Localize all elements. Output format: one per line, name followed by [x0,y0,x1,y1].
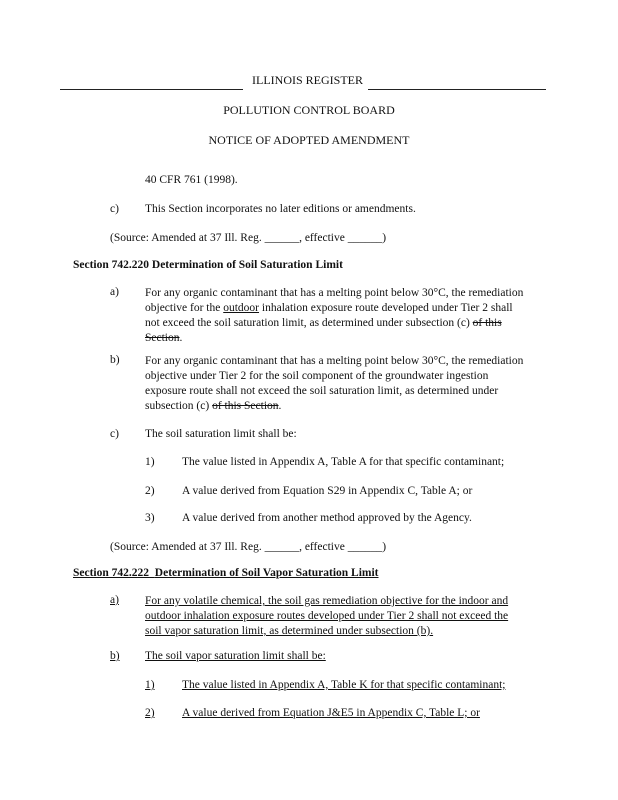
s220-b-text [145,354,555,414]
s222-a-line2: outdoor inhalation exposure routes developed under Tier 2 shall not exceed the [145,610,509,622]
s222-a-line1: For any volatile chemical, the soil gas remediation objective for the indoor and [145,595,509,607]
header-rule-right [368,89,546,90]
source-note-2: (Source: Amended at 37 Ill. Reg. ______, effective ______) [110,541,387,553]
notice-title: NOTICE OF ADOPTED AMENDMENT [208,133,410,147]
register-title: ILLINOIS REGISTER [252,73,363,87]
board-name: POLLUTION CONTROL BOARD [223,103,395,117]
deleted-text: Section [145,332,180,344]
s220-b-line1: For any organic contaminant that has a melting point below 30°C, the remediation [145,355,524,367]
s220-a-line3: not exceed the soil saturation limit, as determined under subsection (c) of this [145,317,502,329]
subsection-c-label: c) [110,203,119,215]
s220-c-text: The soil saturation limit shall be: [145,428,297,440]
s220-item1-text: The value listed in Appendix A, Table A for that specific contaminant; [182,456,505,468]
s220-item3-num: 3) [145,512,155,524]
s220-b-line2: objective under Tier 2 for the soil component of the groundwater ingestion [145,370,489,382]
s220-a-label: a) [110,286,119,298]
s220-item2-num: 2) [145,485,155,497]
subsection-c-text: This Section incorporates no later editions or amendments. [145,203,416,215]
s220-item2-text: A value derived from Equation S29 in Appendix C, Table A; or [182,485,473,497]
s222-a-text [145,594,555,639]
s220-item1-num: 1) [145,456,155,468]
s222-b-label: b) [110,650,120,662]
s222-a-line3: soil vapor saturation limit, as determined under subsection (b). [145,625,434,637]
s220-a-line2: objective for the outdoor inhalation exposure route developed under Tier 2 shall [145,302,513,314]
s220-a-text [145,286,555,346]
s222-item2-text: A value derived from Equation J&E5 in Appendix C, Table L; or [182,707,480,719]
s222-a-label: a) [110,594,119,606]
s222-item2-num: 2) [145,707,155,719]
s220-b-label: b) [110,354,120,366]
source-note-1: (Source: Amended at 37 Ill. Reg. ______, effective ______) [110,232,387,244]
s220-b-line4: subsection (c) of this Section. [145,400,282,412]
deleted-text: of this Section [212,400,279,412]
header-rule-left [60,89,243,90]
s222-item1-num: 1) [145,679,155,691]
s220-item3-text: A value derived from another method approved by the Agency. [182,512,472,524]
section-222-heading: Section 742.222 Determination of Soil Vapor Saturation Limit [73,567,379,579]
cfr-citation: 40 CFR 761 (1998). [145,174,238,186]
s220-c-label: c) [110,428,119,440]
s222-b-text: The soil vapor saturation limit shall be: [145,650,326,662]
section-220-heading: Section 742.220 Determination of Soil Saturation Limit [73,259,343,271]
s220-a-line4: Section. [145,332,183,344]
deleted-text: of this [472,317,502,329]
s220-b-line3: exposure route shall not exceed the soil saturation limit, as determined under [145,385,499,397]
inserted-word-outdoor: outdoor [223,302,260,314]
s222-item1-text: The value listed in Appendix A, Table K for that specific contaminant; [182,679,506,691]
s220-a-line1: For any organic contaminant that has a melting point below 30°C, the remediation [145,287,524,299]
